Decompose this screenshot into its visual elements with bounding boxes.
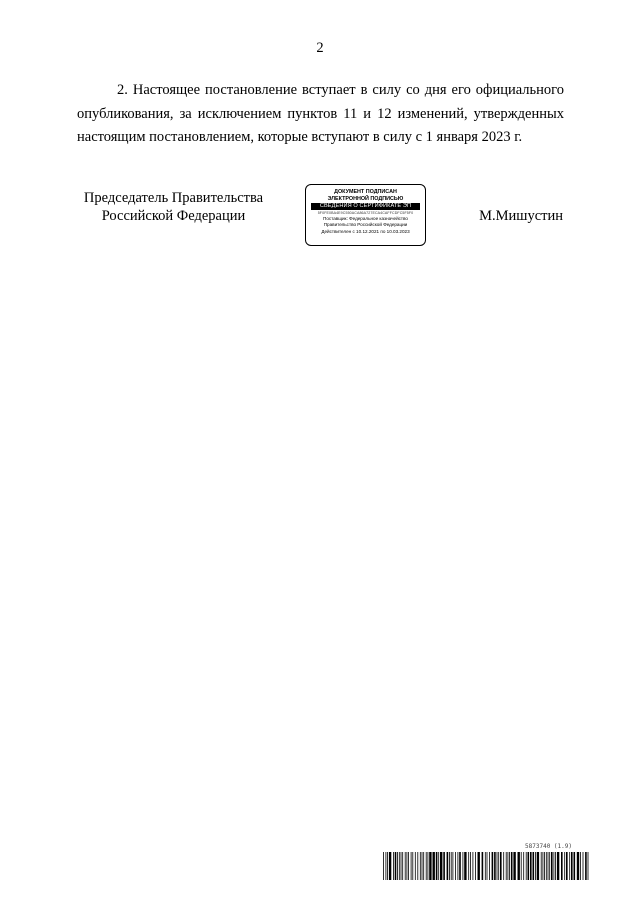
stamp-header bbox=[306, 189, 425, 202]
body-text bbox=[77, 79, 564, 150]
stamp-supplier: Поставщик: Федеральное казначейство bbox=[323, 216, 408, 221]
stamp-serial: 5F0FE0BA4E9C550ACA86A727ECA4CAFFCDFC5F5F0 bbox=[317, 211, 414, 215]
barcode-block bbox=[382, 843, 590, 883]
stamp-certificate-bar: СВЕДЕНИЯ О СЕРТИФИКАТЕ ЭП bbox=[311, 203, 420, 210]
electronic-signature-stamp bbox=[305, 184, 426, 246]
stamp-validity: Действителен с 10.12.2021 по 10.03.2023 bbox=[321, 228, 410, 234]
stamp-header-line2: ЭЛЕКТРОННОЙ ПОДПИСЬЮ bbox=[327, 195, 404, 202]
signer-position bbox=[76, 189, 271, 225]
stamp-header-line1: ДОКУМЕНТ ПОДПИСАН bbox=[334, 189, 397, 195]
signer-position-line2: Российской Федерации bbox=[101, 208, 246, 224]
signer-name: М.Мишустин bbox=[479, 208, 563, 224]
barcode-image bbox=[382, 852, 590, 880]
stamp-owner: Правительство Российской Федерации bbox=[323, 222, 408, 228]
paragraph-effective-date: 2. Настоящее постановление вступает в силу со дня его официального опубликования, за исключением пунктов 11 и 12 изменений, утвержденных настоящим постановлением, которые вступают в силу с 1 января 2023 г. bbox=[77, 82, 564, 145]
page-number: 2 bbox=[316, 40, 324, 56]
barcode-caption: 5873740 (1.9) bbox=[525, 843, 572, 850]
signer-position-line1: Председатель Правительства bbox=[83, 190, 264, 206]
